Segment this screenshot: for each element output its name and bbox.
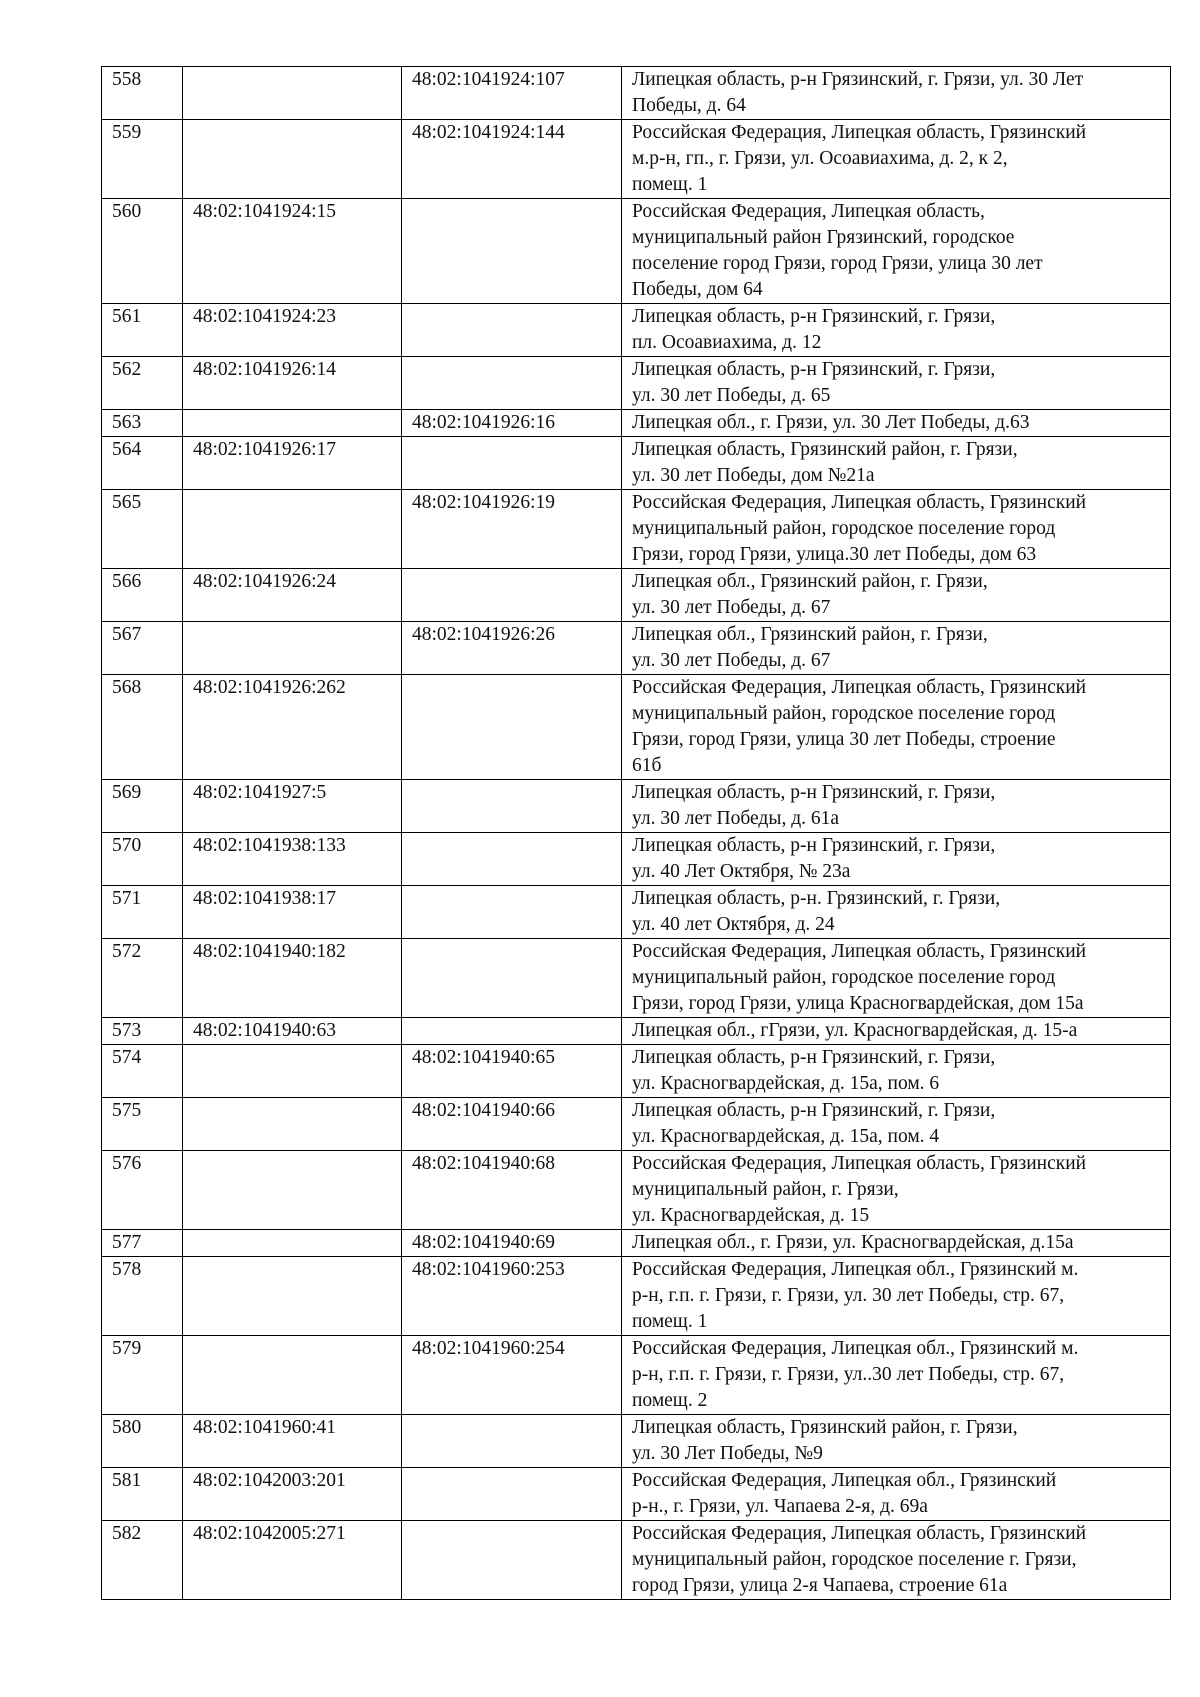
table-row: [102, 490, 1171, 569]
table-row: [102, 120, 1171, 199]
row-number-cell: 559: [102, 120, 183, 199]
land-cadastral-number-cell: 48:02:1041926:24: [183, 569, 402, 622]
building-cadastral-number-cell: [402, 437, 622, 490]
land-cadastral-number-cell: 48:02:1041924:23: [183, 304, 402, 357]
address-cell: Липецкая обл., г. Грязи, ул. Красногвардейская, д.15а: [622, 1230, 1171, 1257]
table-row: [102, 1098, 1171, 1151]
row-number-cell: 575: [102, 1098, 183, 1151]
building-cadastral-number-cell: 48:02:1041960:254: [402, 1336, 622, 1415]
land-cadastral-number-cell: 48:02:1041924:15: [183, 199, 402, 304]
row-number-cell: 567: [102, 622, 183, 675]
building-cadastral-number-cell: [402, 886, 622, 939]
table-row: [102, 357, 1171, 410]
table-row: [102, 437, 1171, 490]
building-cadastral-number-cell: 48:02:1041924:107: [402, 67, 622, 120]
table-row: [102, 569, 1171, 622]
table-row: [102, 780, 1171, 833]
row-number-cell: 570: [102, 833, 183, 886]
row-number-cell: 573: [102, 1018, 183, 1045]
address-cell: Липецкая область, Грязинский район, г. Грязи, ул. 30 Лет Победы, №9: [622, 1415, 1171, 1468]
building-cadastral-number-cell: [402, 199, 622, 304]
row-number-cell: 582: [102, 1521, 183, 1600]
building-cadastral-number-cell: 48:02:1041926:16: [402, 410, 622, 437]
building-cadastral-number-cell: [402, 1521, 622, 1600]
address-cell: Липецкая область, р-н Грязинский, г. Грязи, ул. 40 Лет Октября, № 23а: [622, 833, 1171, 886]
table-row: [102, 1415, 1171, 1468]
land-cadastral-number-cell: [183, 622, 402, 675]
table-body: [102, 67, 1171, 1600]
row-number-cell: 579: [102, 1336, 183, 1415]
row-number-cell: 563: [102, 410, 183, 437]
land-cadastral-number-cell: 48:02:1041926:262: [183, 675, 402, 780]
building-cadastral-number-cell: 48:02:1041924:144: [402, 120, 622, 199]
building-cadastral-number-cell: [402, 304, 622, 357]
land-cadastral-number-cell: [183, 410, 402, 437]
row-number-cell: 564: [102, 437, 183, 490]
address-cell: Липецкая обл., Грязинский район, г. Грязи, ул. 30 лет Победы, д. 67: [622, 622, 1171, 675]
row-number-cell: 562: [102, 357, 183, 410]
address-cell: Российская Федерация, Липецкая область, Грязинский м.р-н, гп., г. Грязи, ул. Осоавиахима, д. 2, к 2, помещ. 1: [622, 120, 1171, 199]
row-number-cell: 565: [102, 490, 183, 569]
row-number-cell: 558: [102, 67, 183, 120]
building-cadastral-number-cell: 48:02:1041940:65: [402, 1045, 622, 1098]
table-row: [102, 1230, 1171, 1257]
land-cadastral-number-cell: 48:02:1042005:271: [183, 1521, 402, 1600]
row-number-cell: 566: [102, 569, 183, 622]
building-cadastral-number-cell: 48:02:1041926:26: [402, 622, 622, 675]
row-number-cell: 560: [102, 199, 183, 304]
address-cell: Российская Федерация, Липецкая область, Грязинский муниципальный район, городское поселение город Грязи, город Грязи, улица Красногвардейская, дом 15а: [622, 939, 1171, 1018]
row-number-cell: 581: [102, 1468, 183, 1521]
table-row: [102, 833, 1171, 886]
building-cadastral-number-cell: [402, 1468, 622, 1521]
row-number-cell: 577: [102, 1230, 183, 1257]
address-cell: Липецкая область, р-н. Грязинский, г. Грязи, ул. 40 лет Октября, д. 24: [622, 886, 1171, 939]
address-cell: Российская Федерация, Липецкая область, Грязинский муниципальный район, городское поселение город Грязи, город Грязи, улица 30 лет Победы, строение 61б: [622, 675, 1171, 780]
table-row: [102, 1336, 1171, 1415]
address-cell: Липецкая область, р-н Грязинский, г. Грязи, ул. 30 Лет Победы, д. 64: [622, 67, 1171, 120]
row-number-cell: 569: [102, 780, 183, 833]
building-cadastral-number-cell: [402, 833, 622, 886]
address-cell: Липецкая область, р-н Грязинский, г. Грязи, ул. 30 лет Победы, д. 61а: [622, 780, 1171, 833]
land-cadastral-number-cell: 48:02:1041940:182: [183, 939, 402, 1018]
table-row: [102, 622, 1171, 675]
land-cadastral-number-cell: 48:02:1041938:133: [183, 833, 402, 886]
address-cell: Российская Федерация, Липецкая область, Грязинский муниципальный район, г. Грязи, ул. Красногвардейская, д. 15: [622, 1151, 1171, 1230]
row-number-cell: 568: [102, 675, 183, 780]
address-cell: Российская Федерация, Липецкая область, Грязинский муниципальный район, городское поселение г. Грязи, город Грязи, улица 2-я Чапаева, строение 61а: [622, 1521, 1171, 1600]
table-row: [102, 304, 1171, 357]
building-cadastral-number-cell: 48:02:1041940:68: [402, 1151, 622, 1230]
row-number-cell: 572: [102, 939, 183, 1018]
address-cell: Липецкая область, р-н Грязинский, г. Грязи, ул. Красногвардейская, д. 15а, пом. 4: [622, 1098, 1171, 1151]
address-cell: Липецкая область, р-н Грязинский, г. Грязи, пл. Осоавиахима, д. 12: [622, 304, 1171, 357]
building-cadastral-number-cell: [402, 357, 622, 410]
table-row: [102, 1151, 1171, 1230]
table-row: [102, 675, 1171, 780]
building-cadastral-number-cell: [402, 1018, 622, 1045]
row-number-cell: 580: [102, 1415, 183, 1468]
land-cadastral-number-cell: 48:02:1041927:5: [183, 780, 402, 833]
table-row: [102, 199, 1171, 304]
land-cadastral-number-cell: [183, 1045, 402, 1098]
table-row: [102, 67, 1171, 120]
address-cell: Липецкая обл., г. Грязи, ул. 30 Лет Победы, д.63: [622, 410, 1171, 437]
table-row: [102, 1045, 1171, 1098]
land-cadastral-number-cell: 48:02:1041938:17: [183, 886, 402, 939]
cadastral-table: [101, 66, 1171, 1600]
building-cadastral-number-cell: [402, 780, 622, 833]
land-cadastral-number-cell: 48:02:1041926:17: [183, 437, 402, 490]
table-row: [102, 1521, 1171, 1600]
row-number-cell: 578: [102, 1257, 183, 1336]
address-cell: Российская Федерация, Липецкая область, Грязинский муниципальный район, городское поселение город Грязи, город Грязи, улица.30 лет Победы, дом 63: [622, 490, 1171, 569]
land-cadastral-number-cell: 48:02:1041940:63: [183, 1018, 402, 1045]
land-cadastral-number-cell: 48:02:1041960:41: [183, 1415, 402, 1468]
address-cell: Российская Федерация, Липецкая область, муниципальный район Грязинский, городское поселение город Грязи, город Грязи, улица 30 лет Победы, дом 64: [622, 199, 1171, 304]
address-cell: Липецкая обл., Грязинский район, г. Грязи, ул. 30 лет Победы, д. 67: [622, 569, 1171, 622]
row-number-cell: 574: [102, 1045, 183, 1098]
land-cadastral-number-cell: [183, 1230, 402, 1257]
land-cadastral-number-cell: [183, 120, 402, 199]
land-cadastral-number-cell: [183, 490, 402, 569]
table-row: [102, 939, 1171, 1018]
address-cell: Российская Федерация, Липецкая обл., Грязинский м. р-н, г.п. г. Грязи, г. Грязи, ул. 30 лет Победы, стр. 67, помещ. 1: [622, 1257, 1171, 1336]
address-cell: Липецкая область, р-н Грязинский, г. Грязи, ул. 30 лет Победы, д. 65: [622, 357, 1171, 410]
table-row: [102, 1018, 1171, 1045]
building-cadastral-number-cell: [402, 939, 622, 1018]
building-cadastral-number-cell: [402, 1415, 622, 1468]
building-cadastral-number-cell: 48:02:1041926:19: [402, 490, 622, 569]
row-number-cell: 571: [102, 886, 183, 939]
address-cell: Российская Федерация, Липецкая обл., Грязинский р-н., г. Грязи, ул. Чапаева 2-я, д. 69а: [622, 1468, 1171, 1521]
land-cadastral-number-cell: [183, 67, 402, 120]
building-cadastral-number-cell: [402, 569, 622, 622]
building-cadastral-number-cell: [402, 675, 622, 780]
table-row: [102, 410, 1171, 437]
address-cell: Липецкая область, р-н Грязинский, г. Грязи, ул. Красногвардейская, д. 15а, пом. 6: [622, 1045, 1171, 1098]
table-row: [102, 1257, 1171, 1336]
row-number-cell: 576: [102, 1151, 183, 1230]
land-cadastral-number-cell: [183, 1257, 402, 1336]
table-row: [102, 886, 1171, 939]
row-number-cell: 561: [102, 304, 183, 357]
land-cadastral-number-cell: 48:02:1042003:201: [183, 1468, 402, 1521]
building-cadastral-number-cell: 48:02:1041960:253: [402, 1257, 622, 1336]
address-cell: Липецкая область, Грязинский район, г. Грязи, ул. 30 лет Победы, дом №21а: [622, 437, 1171, 490]
land-cadastral-number-cell: 48:02:1041926:14: [183, 357, 402, 410]
address-cell: Российская Федерация, Липецкая обл., Грязинский м. р-н, г.п. г. Грязи, г. Грязи, ул..30 лет Победы, стр. 67, помещ. 2: [622, 1336, 1171, 1415]
address-cell: Липецкая обл., гГрязи, ул. Красногвардейская, д. 15-а: [622, 1018, 1171, 1045]
building-cadastral-number-cell: 48:02:1041940:69: [402, 1230, 622, 1257]
land-cadastral-number-cell: [183, 1098, 402, 1151]
land-cadastral-number-cell: [183, 1336, 402, 1415]
table-row: [102, 1468, 1171, 1521]
land-cadastral-number-cell: [183, 1151, 402, 1230]
building-cadastral-number-cell: 48:02:1041940:66: [402, 1098, 622, 1151]
